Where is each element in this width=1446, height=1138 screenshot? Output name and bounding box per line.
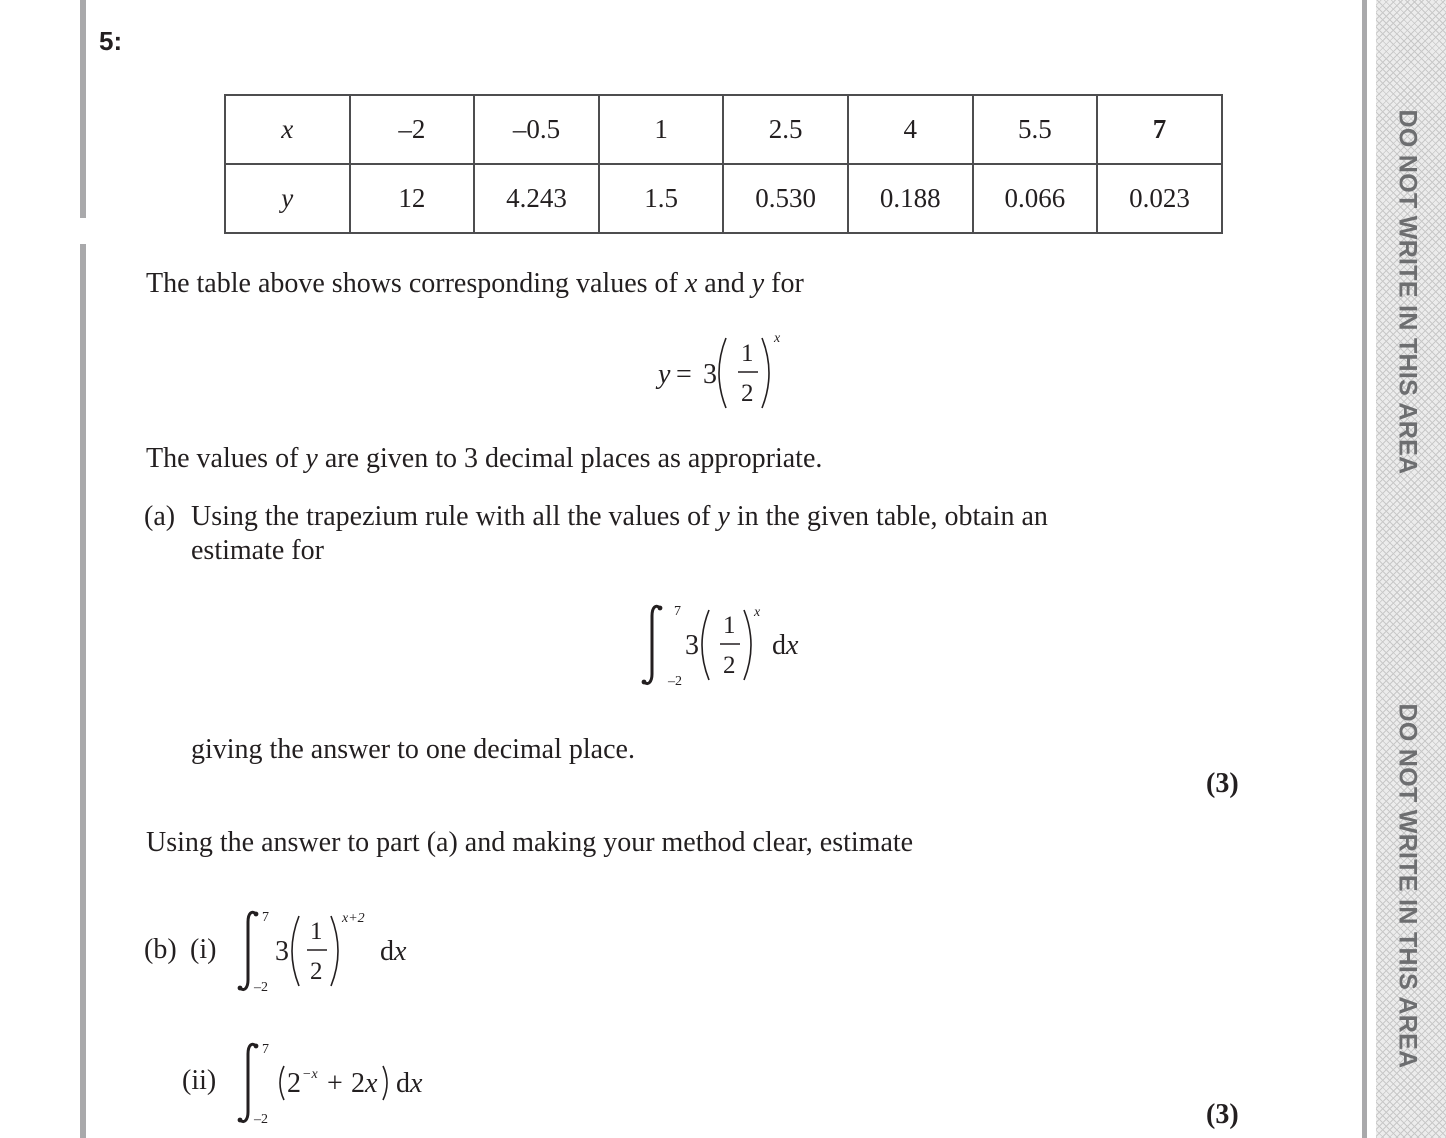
part-b-ii-label: (ii) xyxy=(182,1065,217,1096)
table-cell: 0.023 xyxy=(1097,164,1222,233)
integral-sign xyxy=(240,1044,256,1121)
table-cell: 0.530 xyxy=(723,164,848,233)
left-margin-bar xyxy=(80,244,86,1138)
table-cell: –2 xyxy=(350,95,475,164)
fraction-denominator: 2 xyxy=(741,380,754,407)
differential: dx xyxy=(380,936,407,967)
integral-a xyxy=(630,598,820,693)
table-row-x xyxy=(225,95,1222,164)
values-note: The values of y are given to 3 decimal places as appropriate. xyxy=(146,443,823,474)
exponent: x+2 xyxy=(342,911,365,926)
left-margin-bar xyxy=(80,0,86,218)
part-a-line1: Using the trapezium rule with all the values of y in the given table, obtain an xyxy=(191,501,1048,532)
integral-b-i xyxy=(226,904,436,999)
part-b-intro: Using the answer to part (a) and making your method clear, estimate xyxy=(146,827,914,858)
upper-limit: 7 xyxy=(262,1042,269,1057)
paren-left xyxy=(702,610,709,680)
equation-equals: = xyxy=(676,359,692,390)
plus-sign: + xyxy=(327,1068,343,1099)
equation-lhs: y xyxy=(658,359,671,390)
integral-sign-cap xyxy=(254,1044,259,1049)
integral-sign-cap xyxy=(238,986,243,991)
coefficient: 3 xyxy=(275,936,289,967)
upper-limit: 7 xyxy=(262,910,269,925)
table-cell: 0.188 xyxy=(848,164,973,233)
lower-limit: –2 xyxy=(254,1112,268,1127)
fraction-numerator: 1 xyxy=(310,918,323,945)
marks-b: (3) xyxy=(1206,1099,1239,1130)
integral-sign-cap xyxy=(658,606,663,611)
table-cell: 2.5 xyxy=(723,95,848,164)
intro-text: The table above shows corresponding values of x and y for xyxy=(146,268,804,299)
table-cell: 1 xyxy=(599,95,724,164)
upper-limit: 7 xyxy=(674,604,681,619)
integral-sign-cap xyxy=(254,912,259,917)
table-cell: 5.5 xyxy=(973,95,1098,164)
table-header-x: x xyxy=(225,95,350,164)
equation xyxy=(650,330,800,410)
fraction-numerator: 1 xyxy=(741,340,754,367)
table-row-y xyxy=(225,164,1222,233)
integral-sign xyxy=(240,912,256,989)
table-cell: 1.5 xyxy=(599,164,724,233)
right-margin-rule xyxy=(1362,0,1367,1138)
equation-coef: 3 xyxy=(703,359,717,390)
part-b-i-label: (i) xyxy=(190,934,217,965)
paren-left xyxy=(719,338,726,408)
paren-right xyxy=(762,338,769,408)
table-cell: 12 xyxy=(350,164,475,233)
question-number: 5: xyxy=(99,26,123,56)
term: 2x xyxy=(351,1068,378,1099)
part-b-label: (b) xyxy=(144,934,177,965)
coefficient: 3 xyxy=(685,630,699,661)
integral-b-ii xyxy=(226,1036,446,1131)
table-cell: –0.5 xyxy=(474,95,599,164)
marks-a: (3) xyxy=(1206,768,1239,799)
table-header-y: y xyxy=(225,164,350,233)
values-table xyxy=(224,94,1223,234)
lower-limit: –2 xyxy=(254,980,268,995)
fraction-denominator: 2 xyxy=(310,958,323,985)
part-a-final: giving the answer to one decimal place. xyxy=(191,734,635,765)
paren-left xyxy=(292,916,299,986)
exponent: −x xyxy=(302,1067,318,1082)
integral-sign xyxy=(644,606,660,683)
table-cell: 4 xyxy=(848,95,973,164)
paren-right xyxy=(331,916,338,986)
fraction-numerator: 1 xyxy=(723,612,736,639)
equation-exponent: x xyxy=(774,331,781,346)
differential: dx xyxy=(396,1068,423,1099)
table-cell: 0.066 xyxy=(973,164,1098,233)
paren-right xyxy=(383,1066,387,1100)
table-cell: 4.243 xyxy=(474,164,599,233)
integral-sign-cap xyxy=(238,1118,243,1123)
part-a-label: (a) xyxy=(144,501,176,532)
paren-right xyxy=(744,610,751,680)
part-a-line2: estimate for xyxy=(191,535,324,566)
differential: dx xyxy=(772,630,799,661)
fraction-denominator: 2 xyxy=(723,652,736,679)
exponent: x xyxy=(754,605,761,620)
lower-limit: –2 xyxy=(668,674,682,689)
table-cell: 7 xyxy=(1097,95,1222,164)
base: 2 xyxy=(287,1068,301,1099)
integral-sign-cap xyxy=(642,680,647,685)
paren-left xyxy=(280,1066,284,1100)
